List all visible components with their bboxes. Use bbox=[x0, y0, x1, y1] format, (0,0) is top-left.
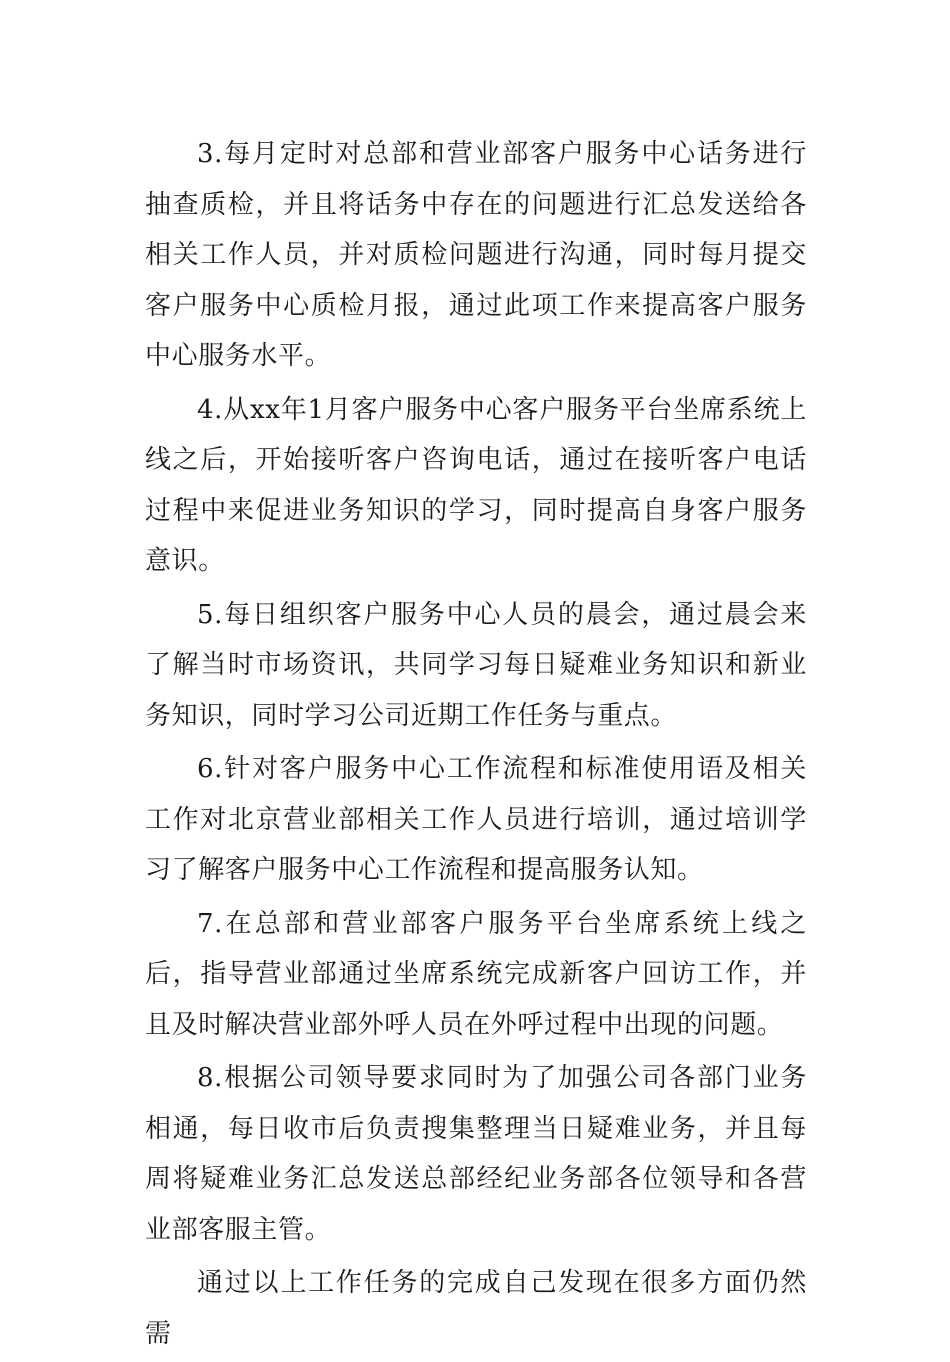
paragraph-item-7: 7.在总部和营业部客户服务平台坐席系统上线之后，指导营业部通过坐席系统完成新客户回访工作，并且及时解决营业部外呼人员在外呼过程中出现的问题。 bbox=[145, 908, 807, 1040]
paragraph-item-6: 6.针对客户服务中心工作流程和标准使用语及相关工作对北京营业部相关工作人员进行培训，通过培训学习了解客户服务中心工作流程和提高服务认知。 bbox=[145, 754, 807, 885]
paragraph-item-5: 5.每日组织客户服务中心人员的晨会，通过晨会来了解当时市场资讯，共同学习每日疑难业务知识和新业务知识，同时学习公司近期工作任务与重点。 bbox=[145, 599, 807, 731]
paragraph-item-3: 3.每月定时对总部和营业部客户服务中心话务进行抽查质检，并且将话务中存在的问题进行汇总发送给各相关工作人员，并对质检问题进行沟通，同时每月提交客户服务中心质检月报，通过此项工作来提高客户服务中心服务水平。 bbox=[145, 139, 807, 371]
paragraph-item-8: 8.根据公司领导要求同时为了加强公司各部门业务相通，每日收市后负责搜集整理当日疑难业务，并且每周将疑难业务汇总发送总部经纪业务部各位领导和各营业部客服主管。 bbox=[145, 1063, 807, 1245]
paragraph-summary: 通过以上工作任务的完成自己发现在很多方面仍然需 bbox=[145, 1268, 807, 1349]
document-body bbox=[145, 129, 807, 1362]
paragraph-item-4: 4.从xx年1月客户服务中心客户服务平台坐席系统上线之后，开始接听客户咨询电话，通过在接听客户电话过程中来促进业务知识的学习，同时提高自身客户服务意识。 bbox=[145, 394, 807, 576]
